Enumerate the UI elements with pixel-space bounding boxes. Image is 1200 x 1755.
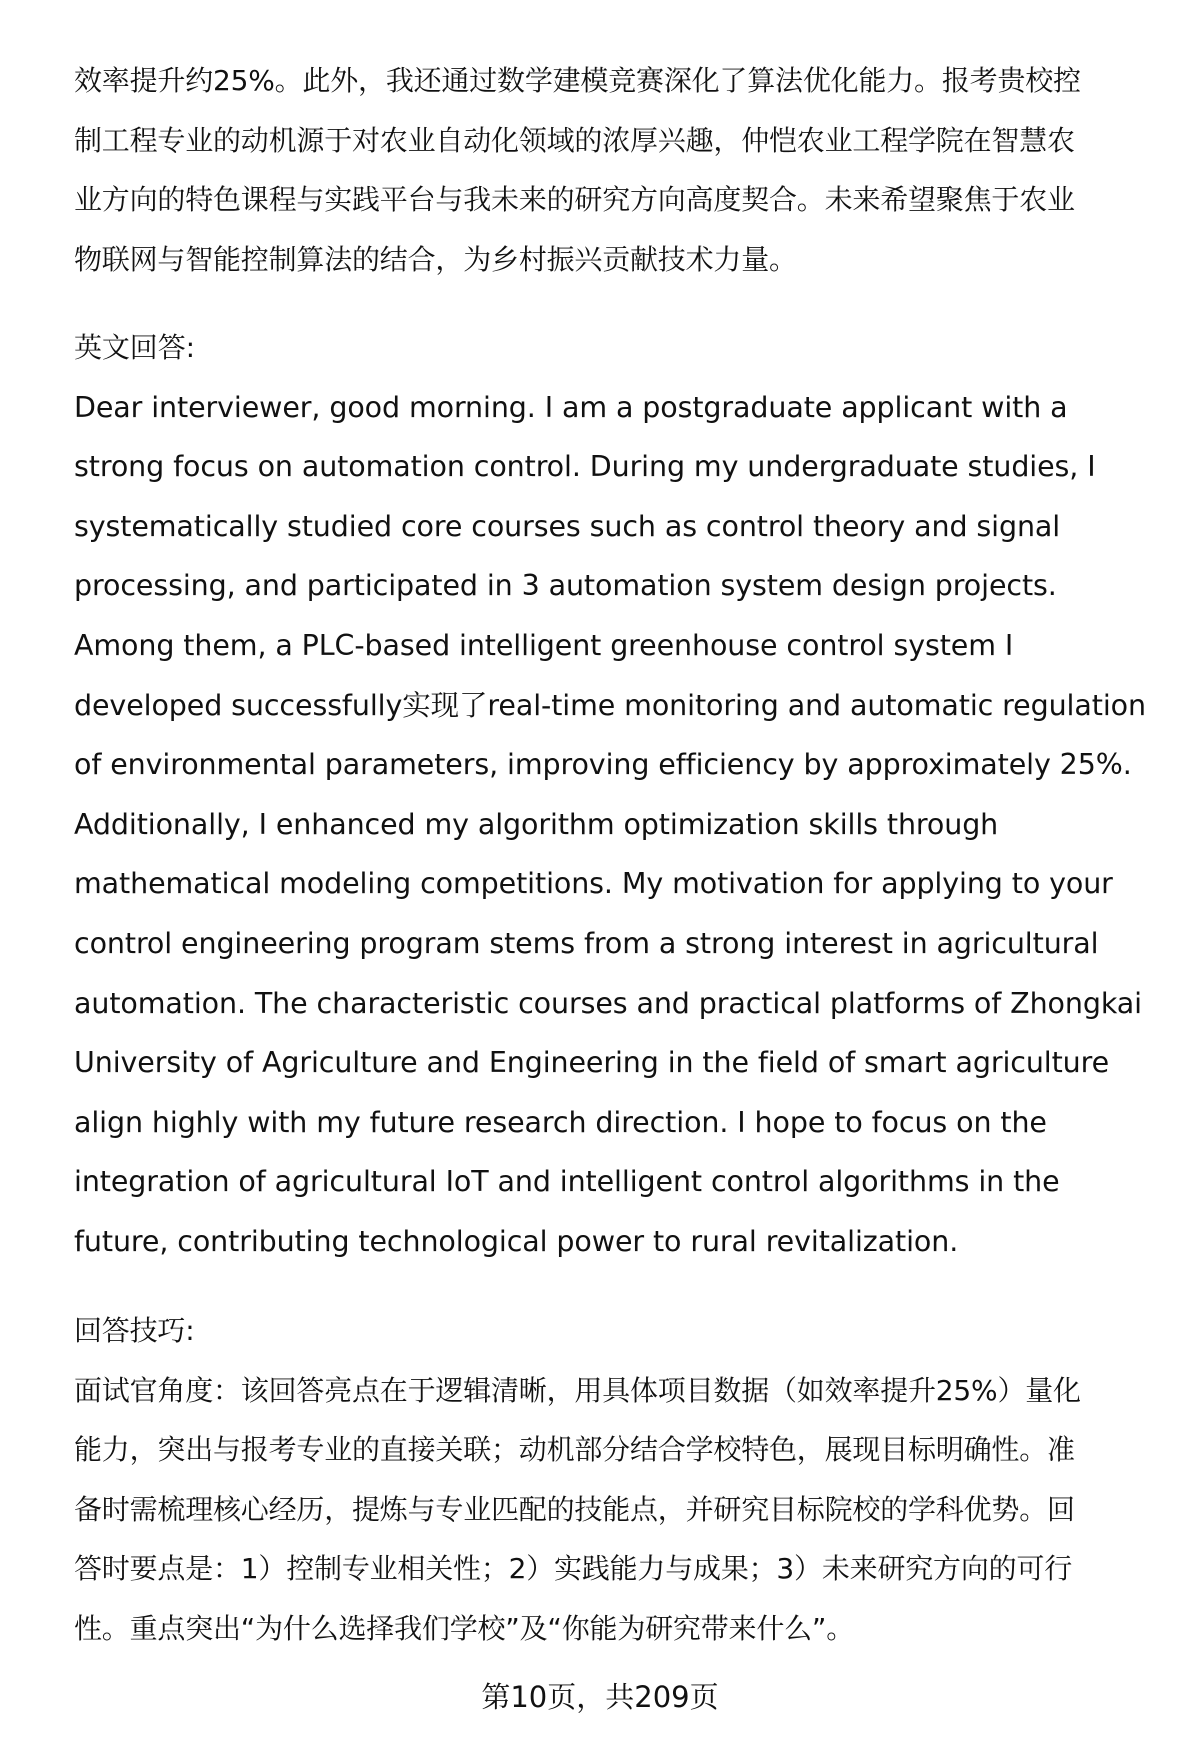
- paragraph-line: align highly with my future research direction. I hope to focus on the: [74, 1105, 1047, 1139]
- paragraph-line: 面试官角度：该回答亮点在于逻辑清晰，用具体项目数据（如效率提升25%）量化: [74, 1373, 1081, 1407]
- paragraph-line: 备时需梳理核心经历，提炼与专业匹配的技能点，并研究目标院校的学科优势。回: [74, 1492, 1075, 1526]
- paragraph-line: systematically studied core courses such as control theory and signal: [74, 509, 1061, 543]
- paragraph-line: of environmental parameters, improving efficiency by approximately 25%.: [74, 748, 1132, 782]
- paragraph-line: processing, and participated in 3 automation system design projects.: [74, 569, 1057, 603]
- page-indicator: 第10页，共209页: [481, 1680, 719, 1714]
- paragraph-line: Among them, a PLC-based intelligent greenhouse control system I: [74, 628, 1014, 662]
- paragraph-line: 效率提升约25%。此外，我还通过数学建模竞赛深化了算法优化能力。报考贵校控: [74, 64, 1081, 97]
- answer-tips-section: [74, 1301, 1174, 1659]
- paragraph-line: developed successfully实现了real-time monitoring and automatic regulation: [74, 688, 1146, 722]
- section-heading: 英文回答:: [74, 331, 195, 364]
- paragraph-line: 性。重点突出“为什么选择我们学校”及“你能为研究带来什么”。: [74, 1611, 855, 1645]
- paragraph-line: future, contributing technological power to rural revitalization.: [74, 1224, 959, 1258]
- paragraph-line: 答时要点是：1）控制专业相关性；2）实践能力与成果；3）未来研究方向的可行: [74, 1552, 1073, 1586]
- paragraph-line: 制工程专业的动机源于对农业自动化领域的浓厚兴趣，仲恺农业工程学院在智慧农: [74, 123, 1075, 157]
- chinese-answer-continuation: [74, 51, 1174, 289]
- paragraph-line: integration of agricultural IoT and intelligent control algorithms in the: [74, 1165, 1060, 1199]
- paragraph-line: 能力，突出与报考专业的直接关联；动机部分结合学校特色，展现目标明确性。准: [74, 1433, 1075, 1467]
- section-heading: 回答技巧:: [74, 1314, 195, 1347]
- english-answer-section: [74, 318, 1174, 1272]
- paragraph-line: mathematical modeling competitions. My motivation for applying to your: [74, 867, 1113, 901]
- paragraph-line: University of Agriculture and Engineering in the field of smart agriculture: [74, 1046, 1110, 1080]
- paragraph-line: 物联网与智能控制算法的结合，为乡村振兴贡献技术力量。: [74, 242, 797, 276]
- paragraph-line: strong focus on automation control. During my undergraduate studies, I: [74, 450, 1096, 484]
- paragraph-line: automation. The characteristic courses and practical platforms of Zhongkai: [74, 986, 1142, 1020]
- paragraph-line: control engineering program stems from a strong interest in agricultural: [74, 926, 1099, 960]
- paragraph-line: Additionally, I enhanced my algorithm optimization skills through: [74, 807, 999, 841]
- paragraph-line: Dear interviewer, good morning. I am a postgraduate applicant with a: [74, 390, 1068, 424]
- paragraph-line: 业方向的特色课程与实践平台与我未来的研究方向高度契合。未来希望聚焦于农业: [74, 183, 1075, 217]
